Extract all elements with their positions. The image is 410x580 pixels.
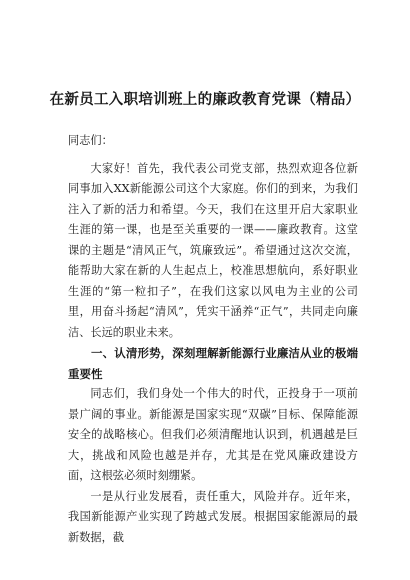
section-heading: 一、认清形势，深刻理解新能源行业廉洁从业的极端重要性 bbox=[68, 346, 358, 381]
section-paragraph-continued: 一是从行业发展看，责任重大，风险并存。近年来，我国新能源产业实现了跨越式发展。根据国家能源局的最新数据，截 bbox=[68, 489, 358, 544]
document-body bbox=[68, 131, 358, 548]
intro-paragraph: 大家好！首先，我代表公司党支部，热烈欢迎各位新同事加入XX新能源公司这个大家庭。你们的到来，为我们注入了新的活力和希望。今天，我们在这里开启大家职业生涯的第一课，也是至关重要的一课——廉政教育。这堂课的主题是“清风正气，筑廉致远”。希望通过这次交流，能帮助大家在新的人生起点上，校准思想航向，系好职业生涯的“第一粒扣子”，在我们这家以风电为主业的公司里，用奋斗扬起“清风”，凭实干涵养“正气”，共同走向廉洁、长远的职业未来。 bbox=[68, 161, 358, 339]
salutation: 同志们： bbox=[68, 134, 113, 147]
section-paragraph: 同志们，我们身处一个伟大的时代，正投身于一项前景广阔的事业。新能源是国家实现“双碳”目标、保障能源安全的战略核心。但我们必须清醒地认识到，机遇越是巨大，挑战和风险也越是并存，尤其是在党风廉政建设方面，这根弦必须时刻绷紧。 bbox=[68, 387, 358, 482]
document-title: 在新员工入职培训班上的廉政教育党课（精品） bbox=[49, 92, 361, 108]
